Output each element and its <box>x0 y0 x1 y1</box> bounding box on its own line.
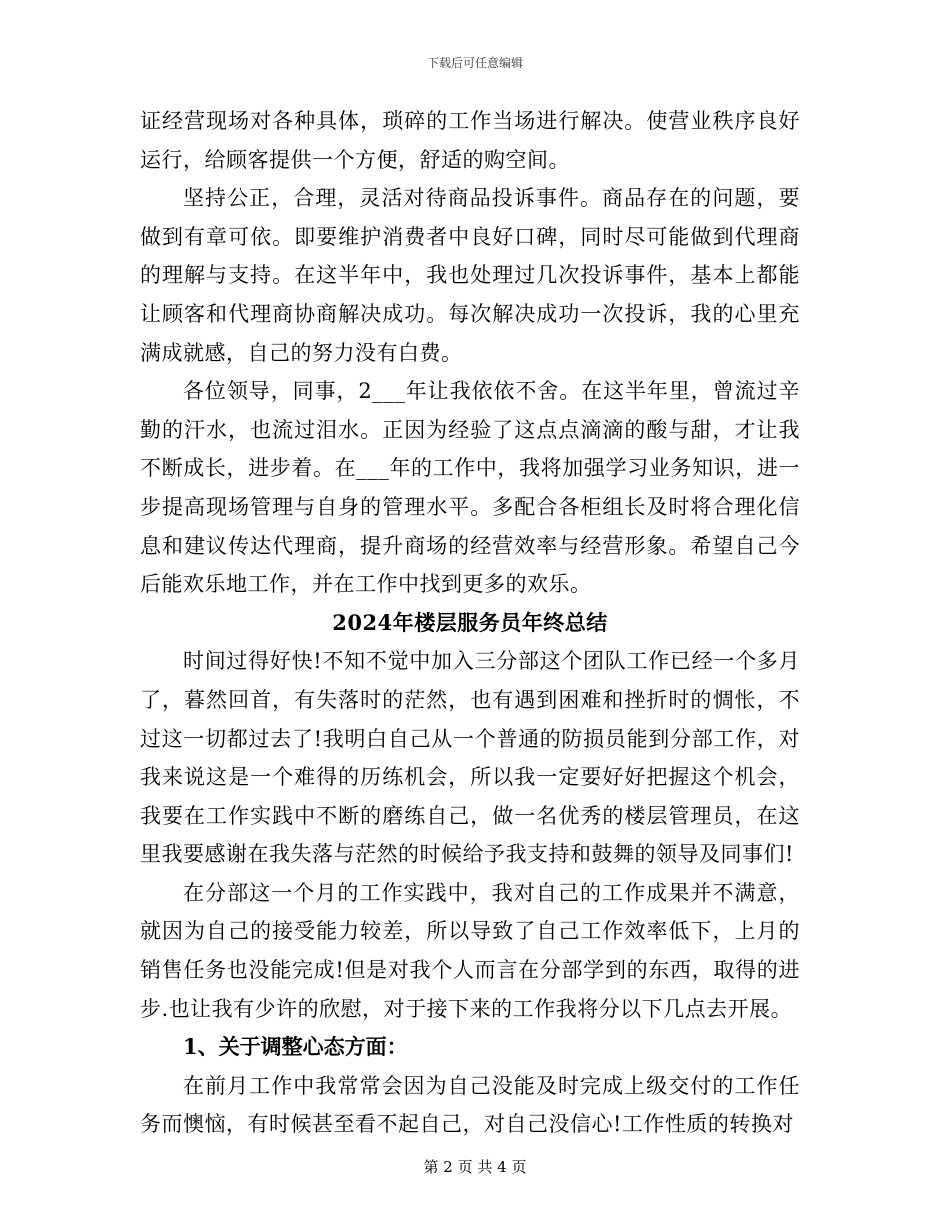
paragraph-3: 各位领导，同事，2___年让我依依不舍。在这半年里，曾流过辛勤的汗水，也流过泪水。正因为经验了这点点滴滴的酸与甜，才让我不断成长，进步着。在___年的工作中，我将加强学习业务知识，进一步提高现场管理与自身的管理水平。多配合各柜组长及时将合理化信息和建议传达代理商，提升商场的经营效率与经营形象。希望自己今后能欢乐地工作，并在工作中找到更多的欢乐。 <box>140 379 800 597</box>
page-header: 下载后可任意编辑 <box>426 56 523 70</box>
page-footer: 第 2 页 共 4 页 <box>423 1158 527 1176</box>
paragraph-2: 坚持公正，合理，灵活对待商品投诉事件。商品存在的问题，要做到有章可依。即要维护消费者中良好口碑，同时尽可能做到代理商的理解与支持。在这半年中，我也处理过几次投诉事件，基本上都能让顾客和代理商协商解决成功。每次解决成功一次投诉，我的心里充满成就感，自己的努力没有白费。 <box>140 186 800 365</box>
paragraph-4: 时间过得好快!不知不觉中加入三分部这个团队工作已经一个多月了，暮然回首，有失落时的茫然，也有遇到困难和挫折时的惆怅，不过这一切都过去了!我明白自己从一个普通的防损员能到分部工作，对我来说这是一个难得的历练机会，所以我一定要好好把握这个机会，我要在工作实践中不断的磨练自己，做一名优秀的楼层管理员，在这里我要感谢在我失落与茫然的时候给予我支持和鼓舞的领导及同事们! <box>140 649 800 867</box>
paragraph-5: 在分部这一个月的工作实践中，我对自己的工作成果并不满意，就因为自己的接受能力较差，所以导致了自己工作效率低下，上月的销售任务也没能完成!但是对我个人而言在分部学到的东西，取得的进步.也让我有少许的欣慰，对于接下来的工作我将分以下几点去开展。 <box>140 880 800 1021</box>
section-title: 2024年楼层服务员年终总结 <box>332 609 608 635</box>
subheading-1: 1、关于调整心态方面： <box>183 1034 408 1060</box>
paragraph-6: 在前月工作中我常常会因为自己没能及时完成上级交付的工作任务而懊恼，有时候甚至看不起自己，对自己没信心!工作性质的转换对 <box>140 1073 800 1137</box>
document-body <box>140 102 800 1144</box>
paragraph-1: 证经营现场对各种具体，琐碎的工作当场进行解决。使营业秩序良好运行，给顾客提供一个方便，舒适的购空间。 <box>140 109 800 172</box>
